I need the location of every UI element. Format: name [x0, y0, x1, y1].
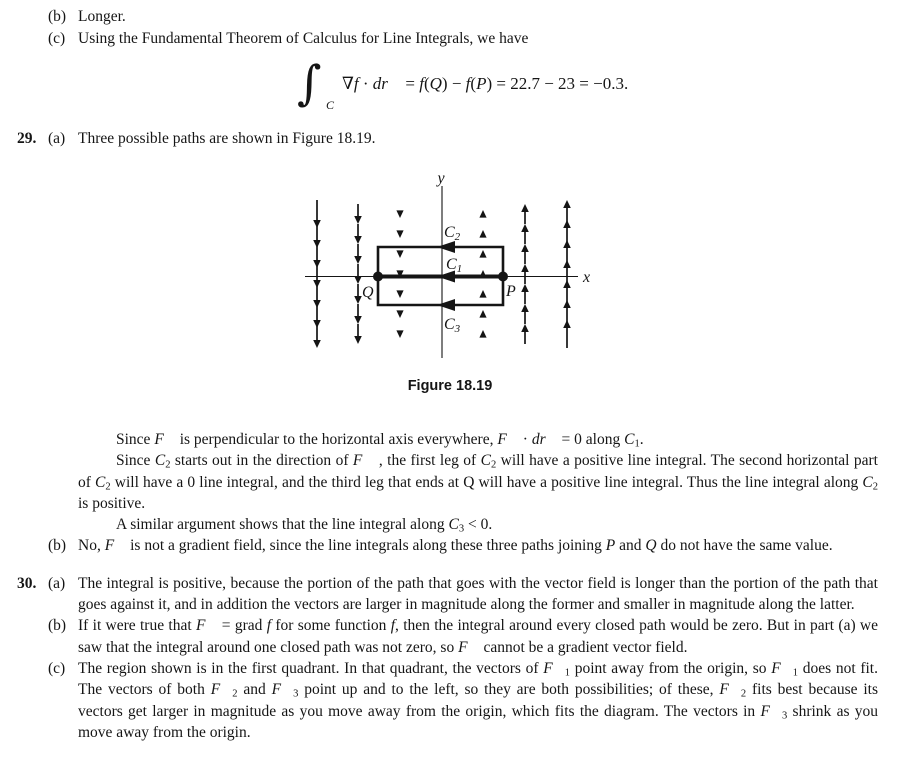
item-29-number: 29.	[17, 130, 37, 147]
part-c-label: (c)	[48, 30, 66, 47]
item-29a-para-3: A similar argument shows that the line integral along $C_3 < 0$.	[116, 516, 493, 535]
item-29-heading	[17, 128, 375, 149]
item-30c-label: (c)	[48, 659, 66, 677]
vector-field-figure	[295, 172, 612, 362]
prev-part-b-line	[48, 6, 126, 27]
svg-text:C1: C1	[446, 256, 463, 275]
part-c-text: Using the Fundamental Theorem of Calculus for Line Integrals, we have	[78, 30, 529, 47]
item-30b-label: (b)	[48, 617, 67, 635]
item-29a-label: (a)	[48, 130, 66, 147]
integral-symbol	[297, 55, 334, 113]
item-30	[17, 573, 878, 743]
svg-text:y: y	[437, 172, 445, 187]
item-30a	[17, 573, 878, 616]
formula-body: ∇f · dr⃗ = f(Q) − f(P) = 22.7 − 23 = −0.3.	[342, 74, 629, 93]
solution-text-flow	[17, 429, 878, 743]
item-30a-label: (a)	[48, 574, 66, 592]
item-30b-text: If it were true that F⃗ = grad f for some function f, then the integral around every closed path would be zero. But in part (a) we saw that the integral around one closed path was not zero, so F⃗ cannot be a gradient vector field.	[78, 617, 878, 656]
item-30c-text: The region shown is in the first quadrant. In that quadrant, the vectors of $F⃗_1$ point away from the origin, so $F⃗_1$ does not fit. The vectors of both $F⃗_2$ and $F⃗_3$ point up and to the left, so they are both possibilities; of these, $F⃗_2$ fits best because its vectors get larger in magnitude as you move away from the origin, which fits the diagram. The vectors in $F⃗_3$ shrink as you move away from the origin.	[78, 659, 879, 741]
item-29b-text: No, F⃗ is not a gradient field, since the line integrals along these three paths joining P and Q do not have the same value.	[78, 537, 833, 555]
item-30c	[17, 658, 878, 743]
item-29a-para-2: Since $C_2$ starts out in the direction of F⃗ , the first leg of $C_2$ will have a positive line integral. The second horizontal part of $C_2$ will have a 0 line integral, and the third leg that ends at Q will have a positive line integral. Thus the line integral along $C_2$ is positive.	[78, 452, 878, 512]
prev-part-c-line	[48, 28, 528, 49]
item-29a-text: Three possible paths are shown in Figure 18.19.	[78, 130, 376, 147]
part-b-label: (b)	[48, 8, 67, 25]
svg-text:Q: Q	[362, 284, 374, 301]
item-29b-label: (b)	[48, 537, 67, 555]
item-30-number: 30.	[17, 574, 37, 592]
item-29a-para-1: Since F⃗ is perpendicular to the horizontal axis everywhere, F⃗ · dr⃗ = 0 along $C_1$.	[116, 431, 644, 450]
item-30a-text: The integral is positive, because the portion of the path that goes with the vector field is longer than the portion of the path that goes against it, and in addition the vectors are larger in magnitude along the former and smaller in magnitude along the latter.	[78, 574, 878, 614]
integral-sign: ∫	[297, 56, 322, 111]
svg-text:x: x	[583, 269, 591, 286]
item-30b	[17, 615, 878, 658]
part-b-text: Longer.	[78, 8, 126, 25]
svg-text:C2: C2	[444, 224, 461, 243]
integral-subscript: C	[325, 98, 334, 112]
figure-caption: Figure 18.19	[407, 378, 493, 394]
figure-svg	[295, 172, 612, 362]
svg-text:P: P	[506, 283, 516, 300]
display-formula	[297, 55, 628, 113]
item-29b	[17, 535, 878, 556]
svg-text:C3: C3	[444, 316, 461, 335]
